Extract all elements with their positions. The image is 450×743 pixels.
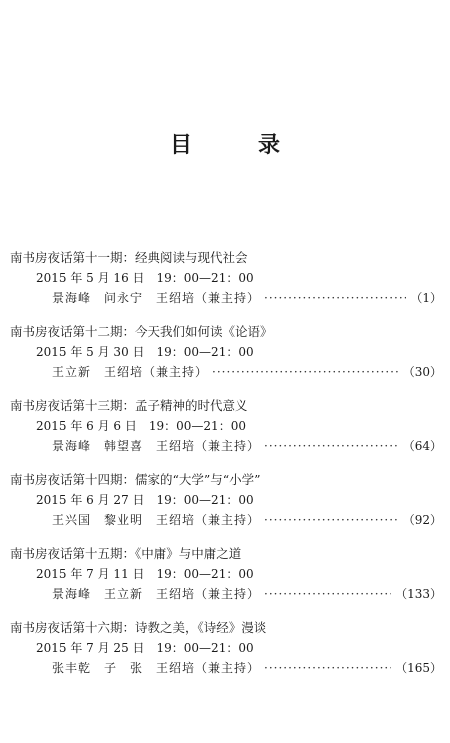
entry-hosts: 景海峰 王立新 王绍培（兼主持） bbox=[52, 587, 261, 601]
entry-hosts: 王兴国 黎业明 王绍培（兼主持） bbox=[52, 513, 261, 527]
toc-entry bbox=[10, 322, 442, 382]
entry-heading: 南书房夜话第十六期：诗教之美，《诗经》漫谈 bbox=[10, 620, 267, 635]
page-title: 目 录 bbox=[169, 132, 302, 158]
entry-time: 2015 年 7 月 25 日 19：00—21：00 bbox=[36, 641, 254, 655]
toc-entry bbox=[10, 618, 442, 678]
entry-heading: 南书房夜话第十二期：今天我们如何读《论语》 bbox=[10, 324, 273, 339]
entry-page-number: （30） bbox=[402, 365, 442, 379]
entry-hosts-line bbox=[10, 510, 442, 530]
entry-time: 2015 年 6 月 27 日 19：00—21：00 bbox=[36, 493, 254, 507]
entry-hosts: 王立新 王绍培（兼主持） bbox=[52, 365, 209, 379]
entry-time: 2015 年 7 月 11 日 19：00—21：00 bbox=[36, 567, 254, 581]
entry-time: 2015 年 6 月 6 日 19：00—21：00 bbox=[36, 419, 246, 433]
dot-leader bbox=[264, 510, 399, 530]
dot-leader bbox=[212, 362, 399, 382]
entry-heading: 南书房夜话第十一期：经典阅读与现代社会 bbox=[10, 250, 248, 265]
entry-hosts-line bbox=[10, 436, 442, 456]
dot-leader bbox=[264, 584, 391, 604]
entry-heading: 南书房夜话第十五期：《中庸》与中庸之道 bbox=[10, 546, 242, 561]
entry-time: 2015 年 5 月 16 日 19：00—21：00 bbox=[36, 271, 254, 285]
entry-page-number: （1） bbox=[410, 291, 442, 305]
entry-hosts-line bbox=[10, 584, 442, 604]
dot-leader bbox=[264, 436, 399, 456]
entry-hosts-line bbox=[10, 288, 442, 308]
entry-page-number: （92） bbox=[402, 513, 442, 527]
toc-entry bbox=[10, 396, 442, 456]
table-of-contents bbox=[10, 248, 442, 692]
toc-entry bbox=[10, 544, 442, 604]
dot-leader bbox=[264, 288, 406, 308]
entry-time: 2015 年 5 月 30 日 19：00—21：00 bbox=[36, 345, 254, 359]
entry-hosts: 张丰乾 子 张 王绍培（兼主持） bbox=[52, 661, 261, 675]
entry-hosts: 景海峰 韩望喜 王绍培（兼主持） bbox=[52, 439, 261, 453]
entry-page-number: （64） bbox=[402, 439, 442, 453]
toc-entry bbox=[10, 248, 442, 308]
toc-entry bbox=[10, 470, 442, 530]
dot-leader bbox=[264, 658, 391, 678]
entry-page-number: （133） bbox=[395, 587, 442, 601]
entry-heading: 南书房夜话第十四期：儒家的“大学”与“小学” bbox=[10, 472, 261, 487]
entry-heading: 南书房夜话第十三期：孟子精神的时代意义 bbox=[10, 398, 248, 413]
entry-hosts-line bbox=[10, 362, 442, 382]
entry-page-number: （165） bbox=[395, 661, 442, 675]
entry-hosts: 景海峰 问永宁 王绍培（兼主持） bbox=[52, 291, 261, 305]
entry-hosts-line bbox=[10, 658, 442, 678]
